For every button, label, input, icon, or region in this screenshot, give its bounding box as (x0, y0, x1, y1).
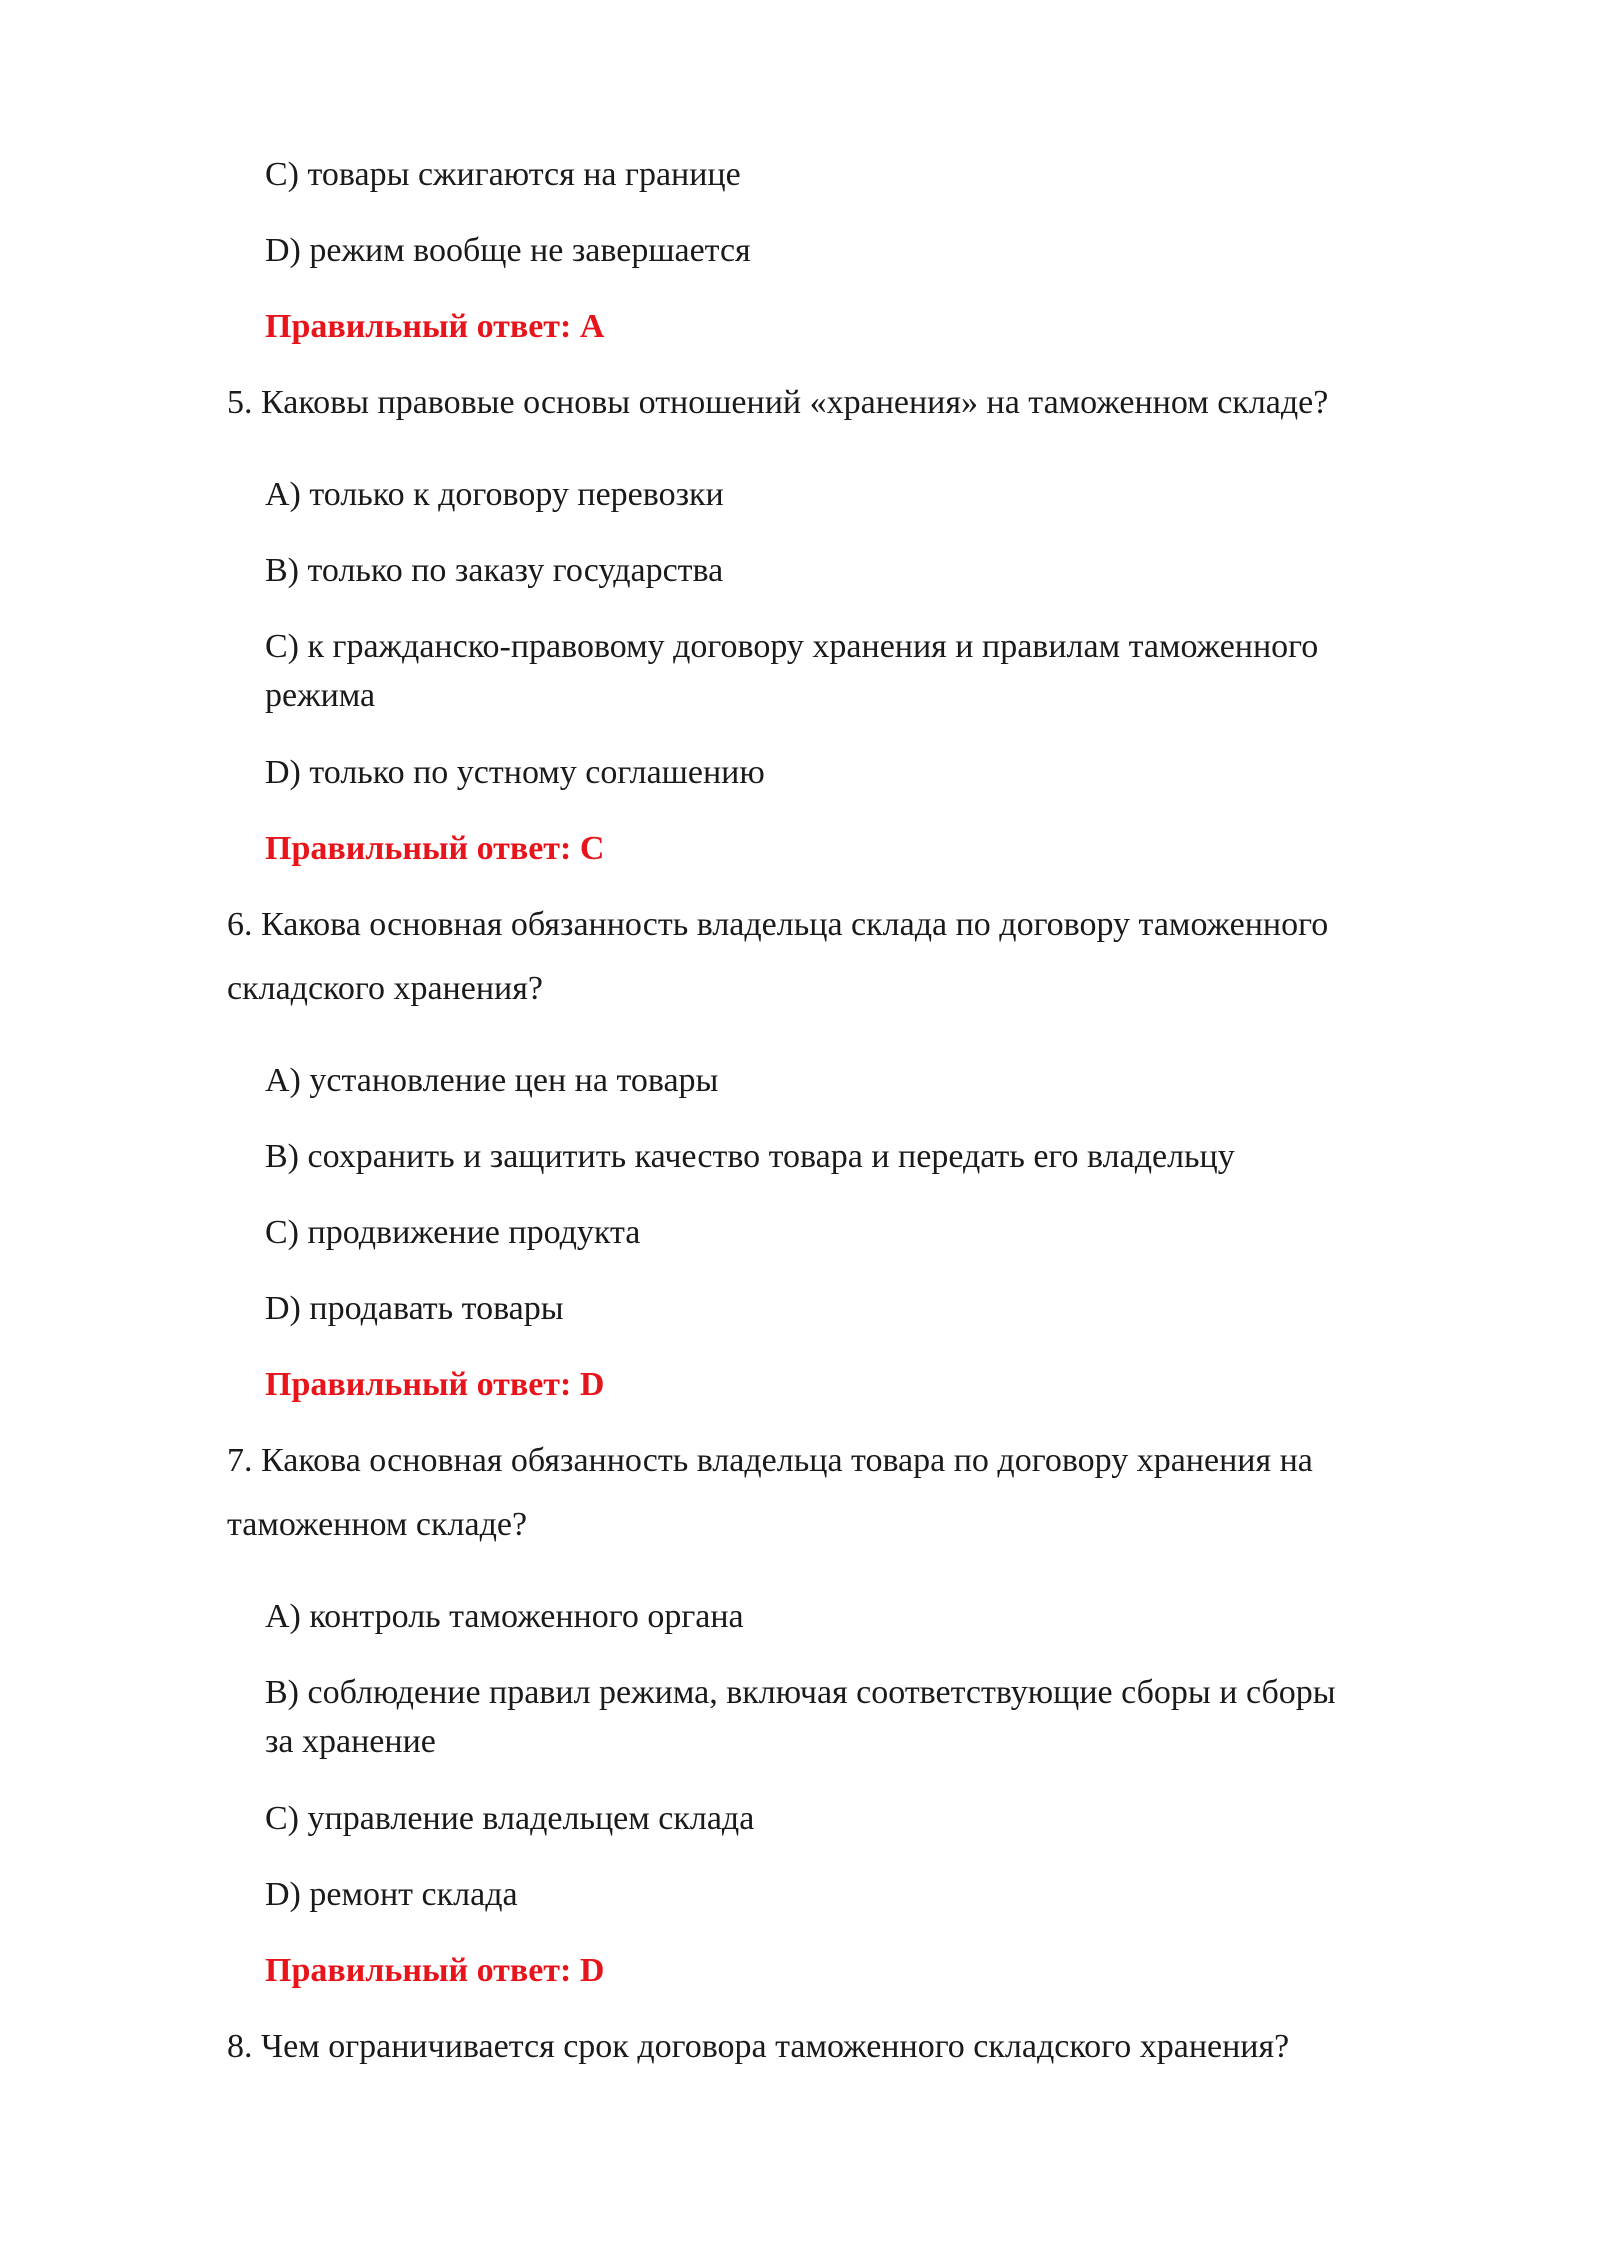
option-a-q6: A) установление цен на товары (265, 1062, 719, 1099)
option-a-q7: A) контроль таможенного органа (265, 1598, 744, 1635)
option-c-q6: C) продвижение продукта (265, 1214, 641, 1251)
option-b-q6: B) сохранить и защитить качество товара и передать его владельцу (265, 1138, 1235, 1175)
option-c-q7: C) управление владельцем склада (265, 1800, 755, 1837)
question-8: 8. Чем ограничивается срок договора таможенного складского хранения? (227, 2028, 1290, 2065)
option-d-q4: D) режим вообще не завершается (265, 232, 751, 269)
correct-answer-q5: Правильный ответ: C (265, 830, 605, 867)
question-5: 5. Каковы правовые основы отношений «хранения» на таможенном складе? (227, 384, 1329, 421)
question-7-continued: таможенном складе? (227, 1506, 528, 1543)
option-a-q5: A) только к договору перевозки (265, 476, 724, 513)
option-c-q5: C) к гражданско-правовому договору хранения и правилам таможенного (265, 628, 1319, 665)
question-6-continued: складского хранения? (227, 970, 543, 1007)
option-b-q5: B) только по заказу государства (265, 552, 724, 589)
option-d-q5: D) только по устному соглашению (265, 754, 765, 791)
option-b-q7: B) соблюдение правил режима, включая соответствующие сборы и сборы (265, 1674, 1336, 1711)
option-c-q4: C) товары сжигаются на границе (265, 156, 741, 193)
option-c-q5-continued: режима (265, 677, 376, 714)
option-d-q7: D) ремонт склада (265, 1876, 518, 1913)
question-6: 6. Какова основная обязанность владельца склада по договору таможенного (227, 906, 1329, 943)
correct-answer-q7: Правильный ответ: D (265, 1952, 605, 1989)
question-7: 7. Какова основная обязанность владельца товара по договору хранения на (227, 1442, 1313, 1479)
option-d-q6: D) продавать товары (265, 1290, 564, 1327)
correct-answer-q6: Правильный ответ: D (265, 1366, 605, 1403)
correct-answer-q4: Правильный ответ: A (265, 308, 605, 345)
option-b-q7-continued: за хранение (265, 1723, 436, 1760)
